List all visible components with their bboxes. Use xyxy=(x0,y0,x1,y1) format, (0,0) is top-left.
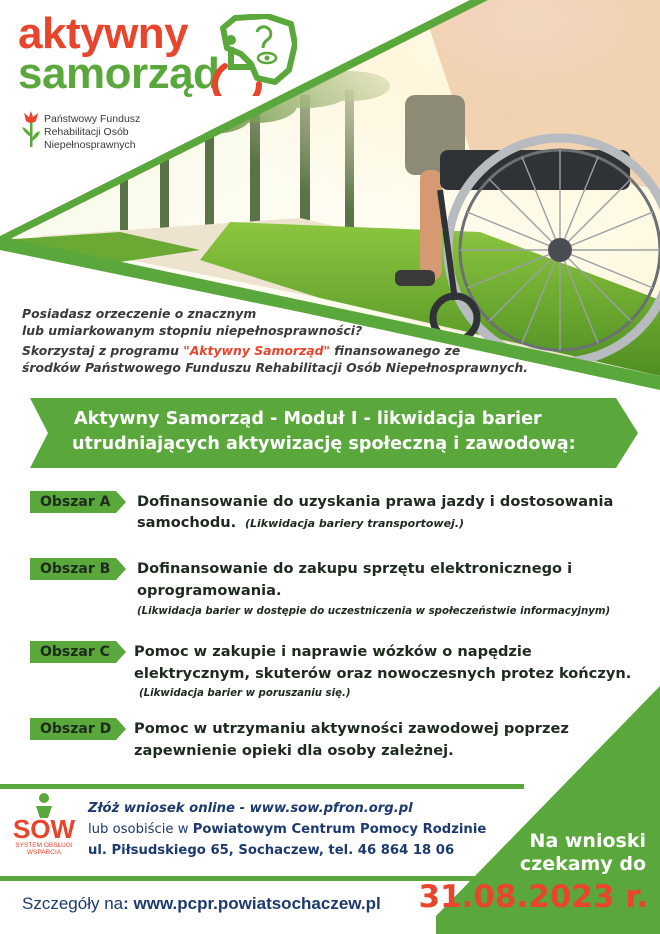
module-title-line-1: Aktywny Samorząd - Moduł I - likwidacja barier xyxy=(74,409,542,429)
sow-logo-icon xyxy=(8,792,80,856)
pfron-flower-icon xyxy=(20,109,42,149)
area-c-text-line-1: Pomoc w zakupie i naprawie wózków o napędzie xyxy=(134,643,532,660)
details-prefix: Szczegóły na xyxy=(22,894,124,913)
deadline-date: 31.08.2023 r. xyxy=(418,879,648,915)
sow-caption-1: SYSTEM OBSŁUGI xyxy=(15,842,73,849)
area-c-text-line-2: elektrycznym, skuterów oraz nowoczesnych protez kończyn. xyxy=(134,665,632,682)
area-a-note: (Likwidacja bariery transportowej.) xyxy=(245,517,465,530)
area-d-label: Obszar D xyxy=(40,721,112,737)
deadline-line-2: czekamy do xyxy=(519,853,646,875)
details-line xyxy=(22,892,381,916)
address-phone-text: ul. Piłsudskiego 65, Sochaczew, tel. 46 864 18 06 xyxy=(88,843,455,858)
area-c-note: (Likwidacja barier w poruszaniu się.) xyxy=(139,688,351,699)
module-title-line-2: utrudniających aktywizację społeczną i zawodową: xyxy=(72,434,576,454)
area-a-text-line-2: samochodu. xyxy=(137,514,237,531)
in-person-line xyxy=(88,820,486,839)
deadline-line-1: Na wnioski xyxy=(529,830,646,852)
logo-word-samorzad: samorząd xyxy=(18,49,220,98)
area-d-text-line-2: zapewnienie opieki dla osoby zależnej. xyxy=(134,742,454,759)
intro-line-3-post: finansowanego ze xyxy=(329,343,461,358)
details-url-link[interactable]: : www.pcpr.powiatsochaczew.pl xyxy=(123,894,381,913)
accessibility-map-logo-icon xyxy=(205,14,297,96)
logo-word-aktywny: aktywny xyxy=(18,9,189,58)
intro-line-2: lub umiarkowanym stopniu niepełnosprawności? xyxy=(22,323,363,338)
area-b-text-line-2: oprogramowania. xyxy=(137,582,282,599)
intro-line-3 xyxy=(22,343,460,359)
pfron-name-line-3: Niepełnosprawnych xyxy=(44,139,136,151)
program-name-highlight: "Aktywny Samorząd" xyxy=(183,343,330,358)
online-application-text: Złóż wniosek online - www.sow.pfron.org.pl xyxy=(88,801,413,816)
pfron-name-line-1: Państwowy Fundusz xyxy=(44,113,141,125)
intro-line-1: Posiadasz orzeczenie o znacznym xyxy=(22,306,257,321)
pcpr-name: Powiatowym Centrum Pomocy Rodzinie xyxy=(192,822,487,837)
in-person-pre: lub osobiście w xyxy=(88,822,193,837)
area-d-text-line-1: Pomoc w utrzymaniu aktywności zawodowej poprzez xyxy=(134,720,569,737)
sow-caption-2: WSPARCIA xyxy=(26,849,62,856)
pfron-name-line-2: Rehabilitacji Osób xyxy=(44,126,129,138)
intro-line-3-pre: Skorzystaj z programu xyxy=(22,343,184,358)
area-b-label: Obszar B xyxy=(40,561,111,577)
area-a-label: Obszar A xyxy=(40,494,111,510)
area-c-label: Obszar C xyxy=(40,644,110,660)
area-b-note: (Likwidacja barier w dostępie do uczestniczenia w społeczeństwie informacyjnym) xyxy=(137,606,611,617)
sow-logo-text: SOW xyxy=(12,814,76,844)
area-a-text-line-1: Dofinansowanie do uzyskania prawa jazdy i dostosowania xyxy=(137,493,614,510)
intro-line-4: środków Państwowego Funduszu Rehabilitacji Osób Niepełnosprawnych. xyxy=(22,360,528,375)
area-b-text-line-1: Dofinansowanie do zakupu sprzętu elektronicznego i xyxy=(137,560,573,577)
